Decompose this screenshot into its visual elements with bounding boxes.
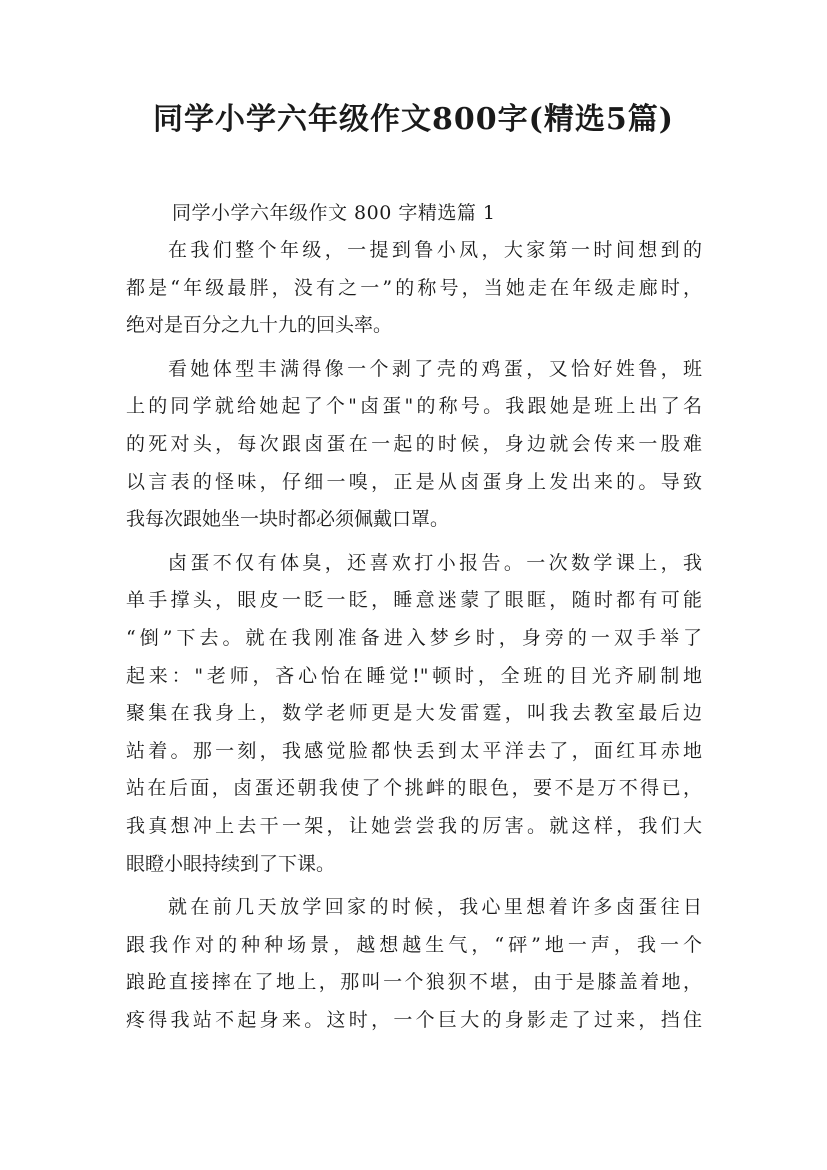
paragraph-line: 上的同学就给她起了个"卤蛋"的称号。我跟她是班上出了名	[126, 395, 702, 418]
paragraph-line: 踉跄直接摔在了地上，那叫一个狼狈不堪，由于是膝盖着地，	[126, 971, 702, 994]
paragraph-line: 就在前几天放学回家的时候，我心里想着许多卤蛋往日	[168, 896, 702, 919]
paragraph-line: 卤蛋不仅有体臭，还喜欢打小报告。一次数学课上，我	[168, 551, 702, 574]
document-body	[126, 194, 702, 1039]
paragraph-line: 聚集在我身上，数学老师更是大发雷霆，叫我去教室最后边	[126, 702, 702, 725]
paragraph-line: 我真想冲上去干一架，让她尝尝我的厉害。就这样，我们大	[126, 814, 702, 837]
paragraph-4	[126, 889, 702, 1039]
section-subtitle: 同学小学六年级作文 800 字精选篇 1	[172, 202, 496, 224]
paragraph-line: 都是“年级最胖，没有之一”的称号，当她走在年级走廊时，	[126, 276, 702, 299]
paragraph-line: “倒”下去。就在我刚准备进入梦乡时，身旁的一双手举了	[126, 626, 702, 649]
paragraph-line: 单手撑头，眼皮一眨一眨，睡意迷蒙了眼眶，随时都有可能	[126, 589, 702, 612]
paragraph-line: 站着。那一刻，我感觉脸都快丢到太平洋去了，面红耳赤地	[126, 739, 702, 762]
paragraph-line: 在我们整个年级，一提到鲁小凤，大家第一时间想到的	[168, 239, 702, 261]
paragraph-line: 眼瞪小眼持续到了下课。	[126, 852, 336, 875]
document-title: 同学小学六年级作文800字(精选5篇)	[153, 102, 674, 137]
paragraph-line: 跟我作对的种种场景，越想越生气，“砰”地一声，我一个	[126, 933, 702, 956]
paragraph-line: 疼得我站不起身来。这时，一个巨大的身影走了过来，挡住	[126, 1008, 702, 1031]
paragraph-3	[126, 545, 702, 883]
paragraph-line: 绝对是百分之九十九的回头率。	[126, 314, 393, 337]
paragraph-line: 站在后面，卤蛋还朝我使了个挑衅的眼色，要不是万不得已，	[126, 777, 702, 800]
paragraph-1	[126, 232, 702, 345]
paragraph-line: 看她体型丰满得像一个剥了壳的鸡蛋，又恰好姓鲁，班	[168, 357, 702, 380]
paragraph-line: 的死对头，每次跟卤蛋在一起的时候，身边就会传来一股难	[126, 432, 702, 455]
paragraph-line: 起来："老师，吝心怡在睡觉!"顿时，全班的目光齐刷制地	[126, 664, 702, 687]
paragraph-line: 我每次跟她坐一块时都必须佩戴口罩。	[126, 508, 450, 531]
paragraph-line: 以言表的怪味，仔细一嗅，正是从卤蛋身上发出来的。导致	[126, 470, 702, 493]
paragraph-2	[126, 351, 702, 539]
